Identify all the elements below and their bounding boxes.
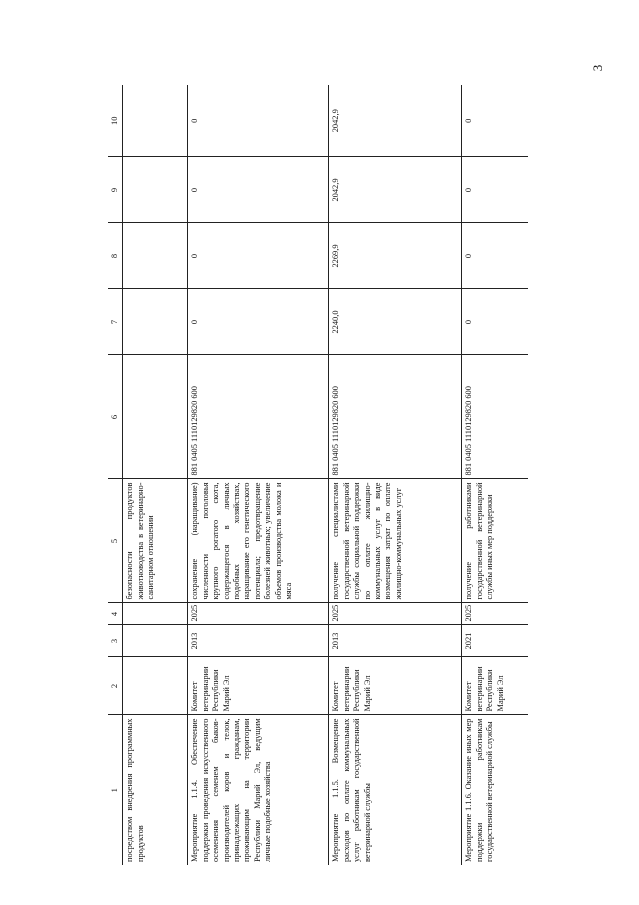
column-header-1: 1	[108, 715, 123, 865]
column-header-10: 10	[108, 85, 123, 157]
budget-code: 881 0405 1110129820 600	[329, 355, 462, 479]
activity-name: Мероприятие 1.1.4. Обеспечение поддержки проведения искусственного осеменения семенем быков-производителей коров и телок, принадлежащих гражданам, проживающим на территории Республики Марий Эл, ведущим личные подобные хозяйства	[188, 715, 329, 865]
value-col-7	[123, 289, 188, 355]
value-col-8	[123, 223, 188, 289]
column-header-2: 2	[108, 657, 123, 715]
expected-result: сохранение (наращивание) численности поголовья крупного рогатого скота, содержащегося в личных подобных хозяйствах, наращивание его генетического потенциала; предотвращение болезней животных; увеличение объемов производства молока и мяса	[188, 479, 329, 603]
table-row	[188, 85, 329, 865]
budget-code	[123, 355, 188, 479]
value-col-8: 0	[188, 223, 329, 289]
value-col-10: 0	[462, 85, 529, 157]
value-col-7: 0	[188, 289, 329, 355]
value-col-9	[123, 157, 188, 223]
start-year: 2021	[462, 625, 529, 657]
page-number: 3	[590, 64, 605, 72]
budget-code: 881 0405 1110129820 600	[188, 355, 329, 479]
activity-name: Мероприятие 1.1.5. Возмещение расходов по оплате коммунальных услуг работникам государственной ветеринарной службы	[329, 715, 462, 865]
column-header-8: 8	[108, 223, 123, 289]
value-col-7: 2240,0	[329, 289, 462, 355]
end-year: 2025	[188, 603, 329, 625]
value-col-8: 0	[462, 223, 529, 289]
activity-name: посредством внедрения программных продуктов	[125, 718, 145, 862]
value-col-9: 0	[188, 157, 329, 223]
value-col-9: 2042,9	[329, 157, 462, 223]
value-col-10: 0	[188, 85, 329, 157]
column-header-6: 6	[108, 355, 123, 479]
executor: Комитет ветеринарии Республики Марий Эл	[188, 657, 329, 715]
executor: Комитет ветеринарии Республики Марий Эл	[329, 657, 462, 715]
end-year	[123, 603, 188, 625]
start-year	[123, 625, 188, 657]
value-col-10	[123, 85, 188, 157]
end-year: 2025	[462, 603, 529, 625]
table-row	[329, 85, 462, 865]
start-year: 2013	[188, 625, 329, 657]
column-header-4: 4	[108, 603, 123, 625]
table-row	[462, 85, 529, 865]
value-col-7: 0	[462, 289, 529, 355]
table-row	[123, 85, 188, 865]
value-col-10: 2042,9	[329, 85, 462, 157]
program-activities-table	[108, 85, 528, 865]
document-table-rotated	[108, 85, 608, 865]
end-year: 2025	[329, 603, 462, 625]
expected-result: получение работниками государственной ветеринарной службы иных мер поддержки	[462, 479, 529, 603]
expected-result: безопасности продуктов животноводства в ветеринарно-санитарном отношении	[123, 479, 188, 603]
column-header-3: 3	[108, 625, 123, 657]
executor: Комитет ветеринарии Республики Марий Эл	[462, 657, 529, 715]
column-header-9: 9	[108, 157, 123, 223]
value-col-9: 0	[462, 157, 529, 223]
budget-code: 881 0405 1110129820 600	[462, 355, 529, 479]
activity-name: Мероприятие 1.1.6. Оказание иных мер поддержки работникам государственной ветеринарной службы	[462, 715, 529, 865]
document-table-container	[108, 85, 608, 865]
column-number-header	[108, 85, 123, 865]
start-year: 2013	[329, 625, 462, 657]
executor	[123, 657, 188, 715]
value-col-8: 2269,9	[329, 223, 462, 289]
column-header-5: 5	[108, 479, 123, 603]
expected-result: получение специалистами государственной ветеринарной службы социальной поддержки по оплате жилищно-коммунальных услуг в виде возмещения затрат по оплате жилищно-коммунальных услуг	[329, 479, 462, 603]
column-header-7: 7	[108, 289, 123, 355]
